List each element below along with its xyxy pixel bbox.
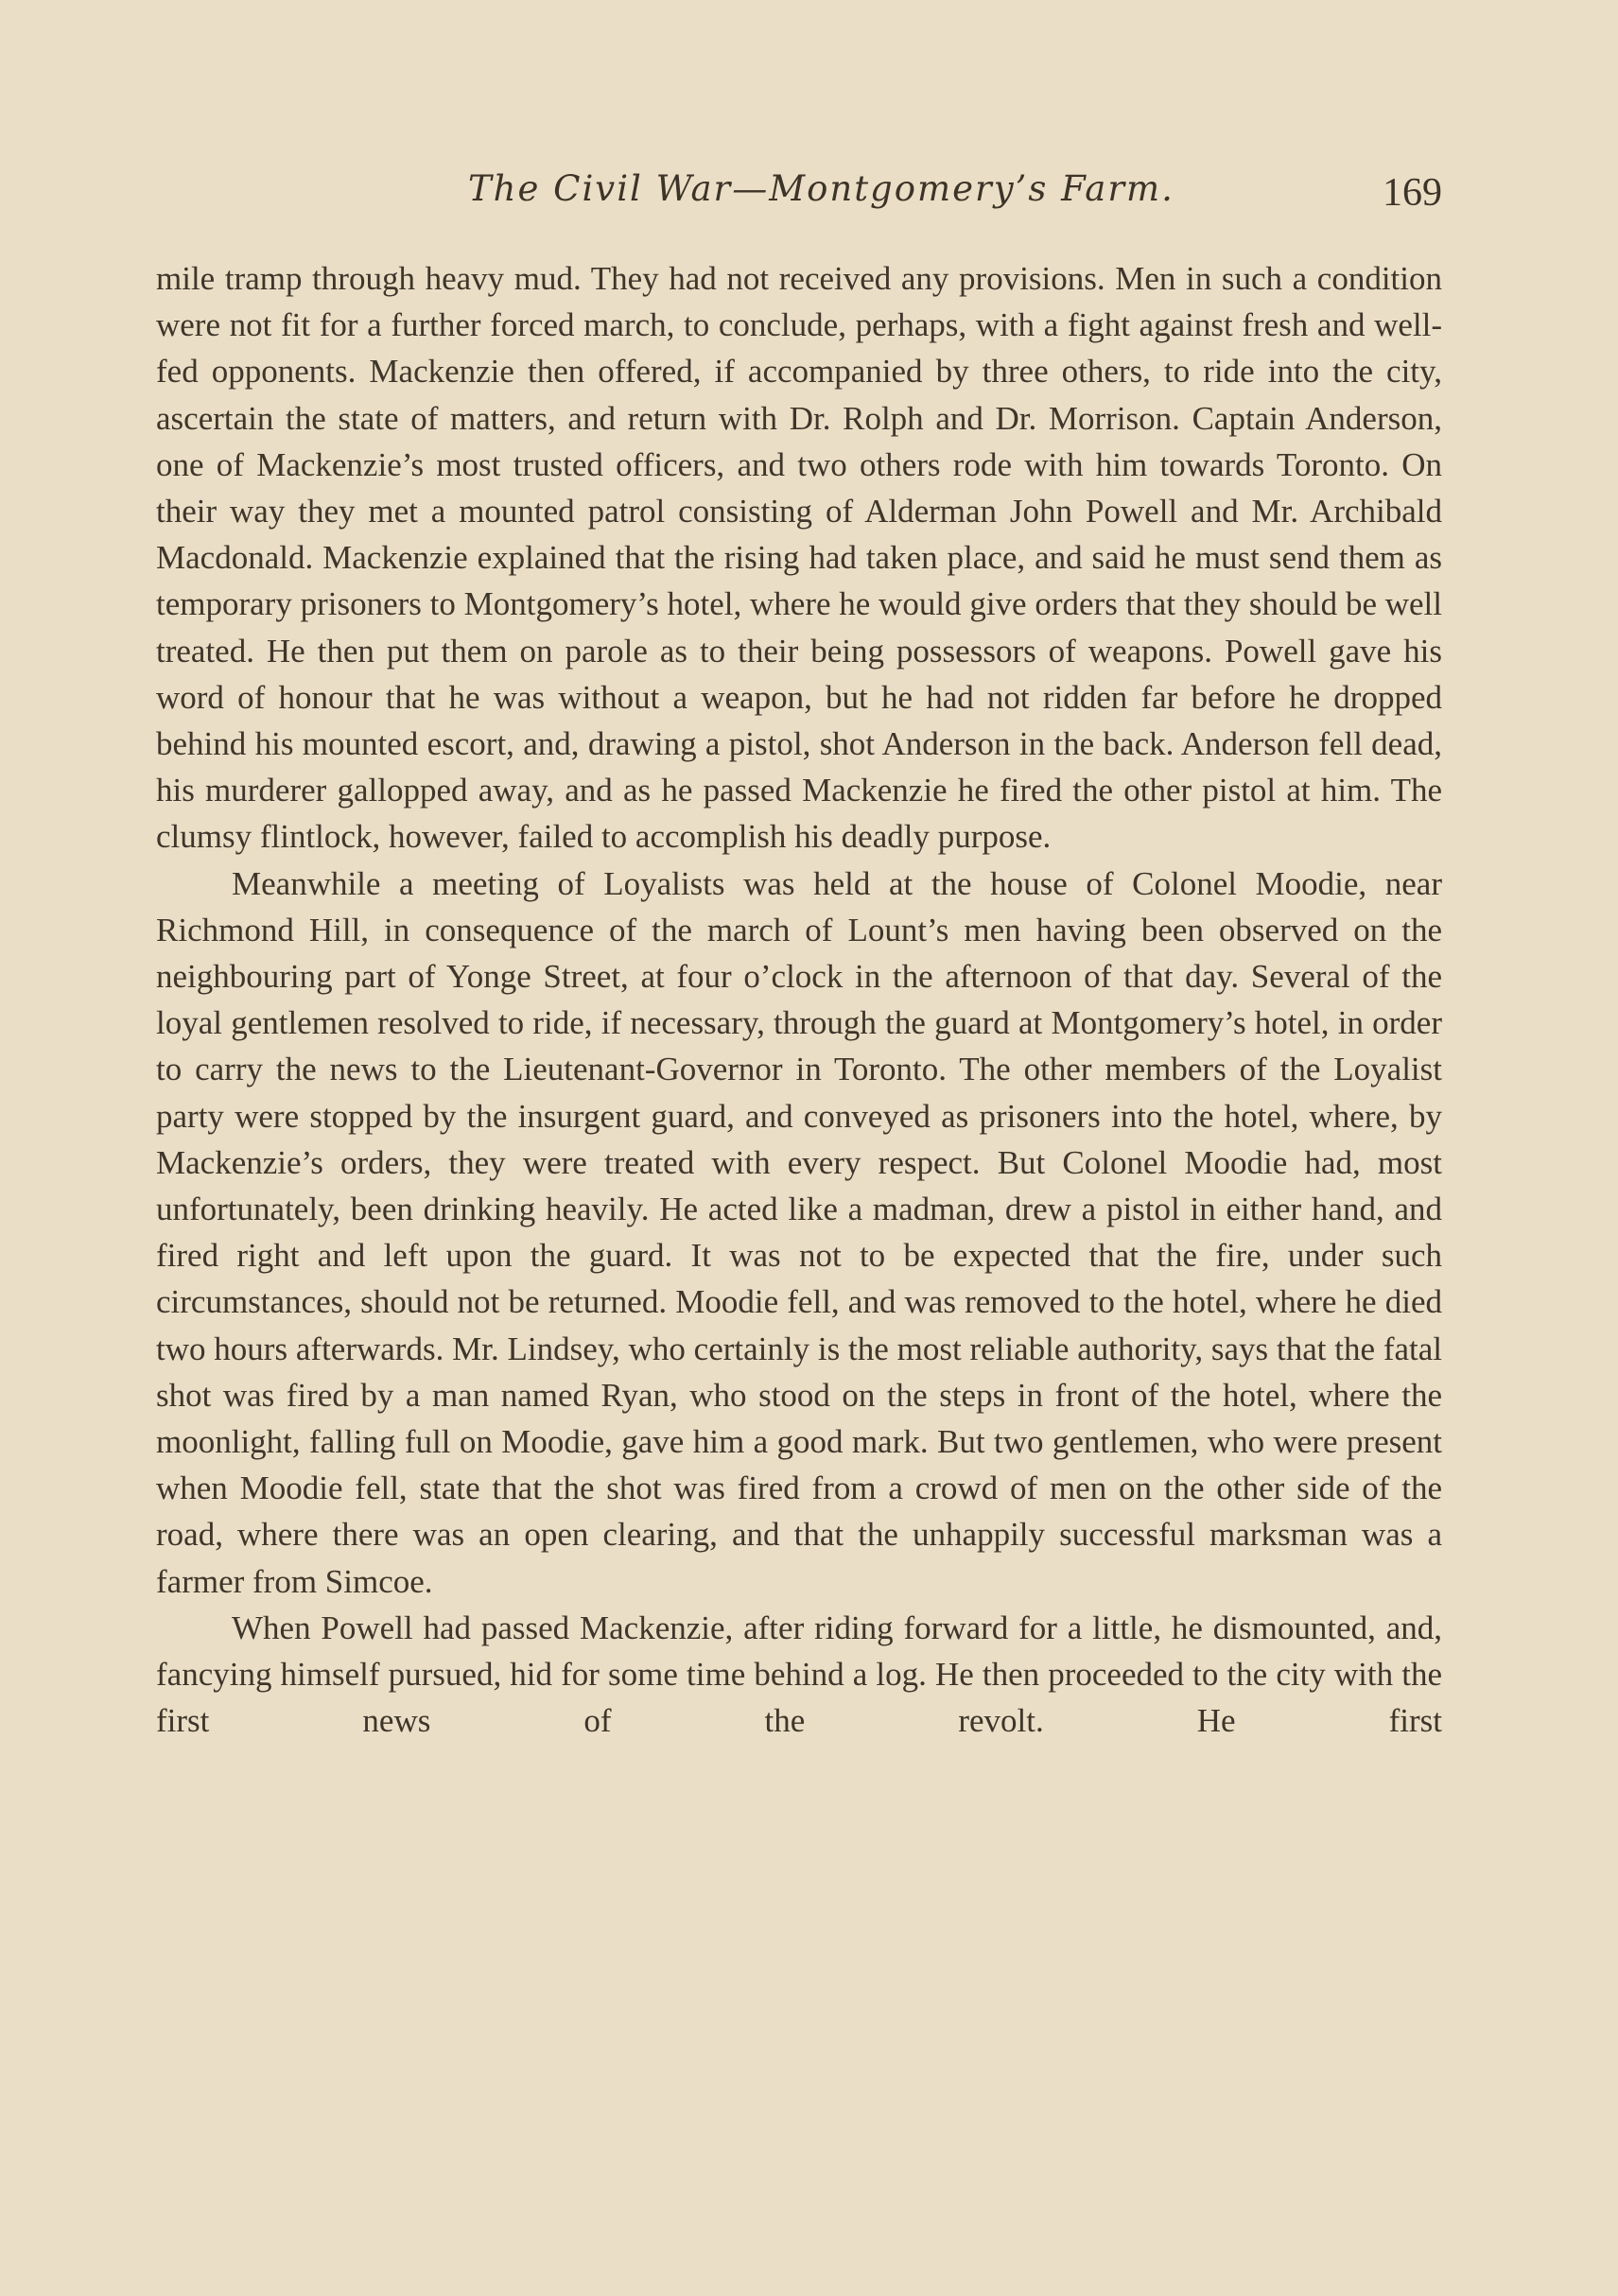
paragraph-3: When Powell had passed Mackenzie, after riding forward for a little, he dismounted, and, fancying himself pursued, hid for some time behind a log. He then proceeded to the city with the first news of the revolt. He first (156, 1609, 1442, 1740)
running-head (156, 168, 1442, 225)
paragraph-2: Meanwhile a meeting of Loyalists was held at the house of Colonel Moodie, near Richmond Hill, in consequence of the march of Lount’s men having been observed on the neighbouring part of Yonge Street, at four o’clock in the afternoon of that day. Several of the loyal gentlemen resolved to ride, if necessary, through the guard at Montgomery’s hotel, in order to carry the news to the Lieutenant-Governor in Toronto. The other members of the Loyalist party were stopped by the insurgent guard, and conveyed as prisoners into the hotel, where, by Mackenzie’s orders, they were treated with every respect. But Colonel Moodie had, most unfortunately, been drinking heavily. He acted like a madman, drew a pistol in either hand, and fired right and left upon the guard. It was not to be expected that the fire, under such circumstances, should not be returned. Moodie fell, and was removed to the hotel, where he died two hours afterwards. Mr. Lindsey, who certainly is the most reliable authority, says that the fatal shot was fired by a man named Ryan, who stood on the steps in front of the hotel, where the moonlight, falling full on Moodie, gave him a good mark. But two gentlemen, who were present when Moodie fell, state that the shot was fired from a crowd of men on the other side of the road, where there was an open clearing, and that the unhappily successful marksman was a farmer from Simcoe. (156, 864, 1442, 1600)
body-text (156, 255, 1442, 1745)
page-number: 169 (1383, 171, 1442, 215)
paragraph-1: mile tramp through heavy mud. They had not received any provisions. Men in such a condition were not fit for a further forced march, to conclude, perhaps, with a fight against fresh and well-fed opponents. Mackenzie then offered, if accompanied by three others, to ride into the city, ascertain the state of matters, and return with Dr. Rolph and Dr. Morrison. Captain Anderson, one of Mackenzie’s most trusted officers, and two others rode with him towards Toronto. On their way they met a mounted patrol consisting of Alderman John Powell and Mr. Archibald Macdonald. Mackenzie explained that the rising had taken place, and said he must send them as temporary prisoners to Montgomery’s hotel, where he would give orders that they should be well treated. He then put them on parole as to their being possessors of weapons. Powell gave his word of honour that he was without a weapon, but he had not ridden far before he dropped behind his mounted escort, and, drawing a pistol, shot Anderson in the back. Anderson fell dead, his murderer gallopped away, and as he passed Mackenzie he fired the other pistol at him. The clumsy flintlock, however, failed to accomplish his deadly purpose. (156, 260, 1442, 856)
running-title: The Civil War—Montgomery’s Farm. (468, 168, 1174, 209)
